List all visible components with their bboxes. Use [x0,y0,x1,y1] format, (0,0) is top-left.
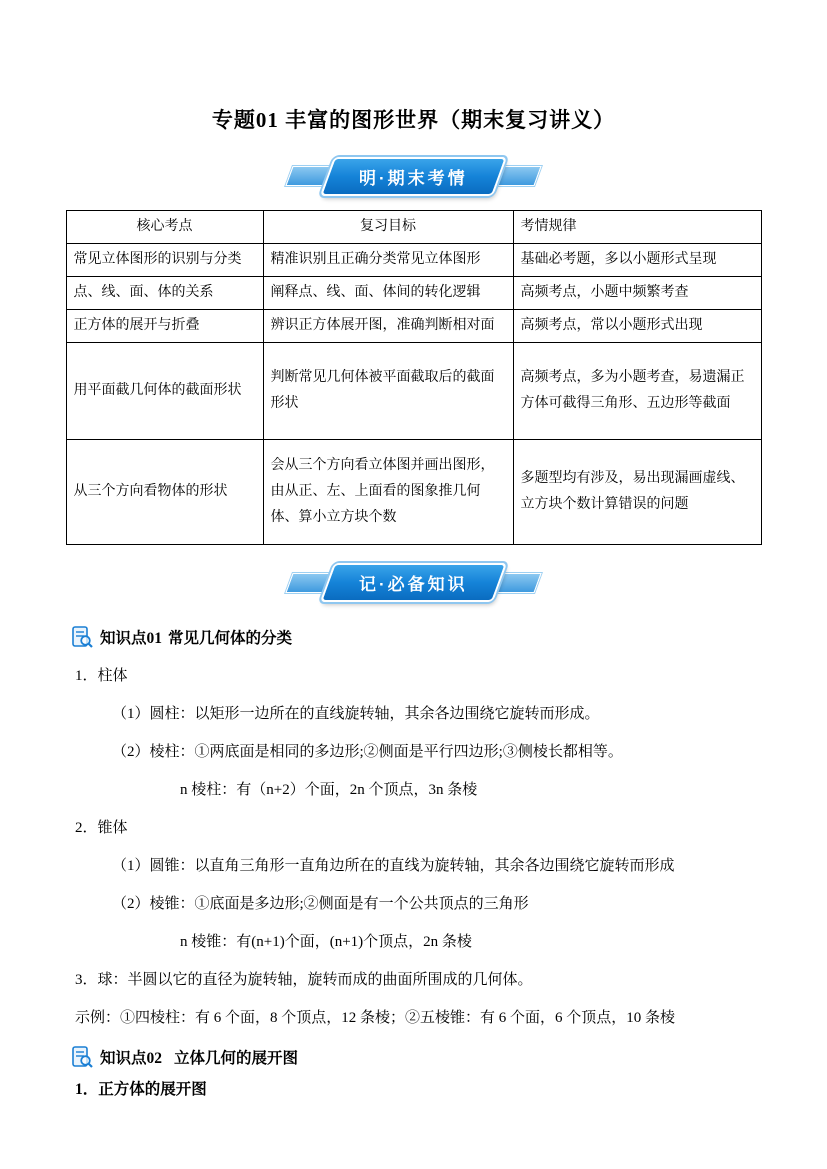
content-line: （2）棱锥：①底面是多边形;②侧面是有一个公共顶点的三角形 [112,895,529,912]
content-line: （1）圆锥：以直角三角形一直角边所在的直线为旋转轴，其余各边围绕它旋转而形成 [112,857,675,874]
table-row [66,276,761,309]
table-header-core-points: 核心考点 [66,211,263,244]
knowledge-point-2-title: 立体几何的展开图 [174,1049,299,1067]
table-cell: 精准识别且正确分类常见立体图形 [263,243,513,276]
document-magnifier-icon [70,1045,94,1069]
table-cell: 从三个方向看物体的形状 [66,439,263,544]
content-line: n 棱柱：有（n+2）个面，2n 个顶点，3n 条棱 [180,781,478,798]
knowledge-point-2-heading [70,1045,827,1069]
table-row [66,342,761,439]
banner-exam-label: 明·期末考情 [359,168,468,188]
content-line: （1）圆柱：以矩形一边所在的直线旋转轴，其余各边围绕它旋转而形成。 [112,705,600,722]
knowledge-point-1-heading [70,625,827,649]
content-line: 2．锥体 [75,819,128,836]
table-row [66,243,761,276]
exam-info-table [66,210,762,545]
content-line: 3．球：半圆以它的直径为旋转轴，旋转而成的曲面所围成的几何体。 [75,971,533,988]
table-cell: 多题型均有涉及，易出现漏画虚线、立方块个数计算错误的问题 [513,439,761,544]
content-line: （2）棱柱：①两底面是相同的多边形;②侧面是平行四边形;③侧棱长都相等。 [112,743,623,760]
table-cell: 高频考点，常以小题形式出现 [513,309,761,342]
page-title: 专题01 丰富的图形世界（期末复习讲义） [211,108,616,132]
knowledge-point-2-label: 知识点02 [100,1049,163,1067]
table-cell: 会从三个方向看立体图并画出图形，由从正、左、上面看的图象推几何体、算小立方块个数 [263,439,513,544]
table-cell: 基础必考题，多以小题形式呈现 [513,243,761,276]
table-row [66,309,761,342]
table-cell: 正方体的展开与折叠 [66,309,263,342]
table-cell: 高频考点，小题中频繁考查 [513,276,761,309]
section-banner-exam-info [0,158,827,194]
table-header-exam-patterns: 考情规律 [513,211,761,244]
section-banner-knowledge [0,565,827,601]
table-cell: 高频考点，多为小题考查，易遗漏正方体可截得三角形、五边形等截面 [513,342,761,439]
content-line: n 棱锥：有(n+1)个面，(n+1)个顶点，2n 条棱 [180,933,472,950]
table-cell: 常见立体图形的识别与分类 [66,243,263,276]
table-cell: 用平面截几何体的截面形状 [66,342,263,439]
knowledge-point-1-label: 知识点01 [100,629,163,647]
document-magnifier-icon [70,625,94,649]
banner-ribbon [320,157,507,196]
table-header-row [66,211,761,244]
content-line: 示例：①四棱柱：有 6 个面，8 个顶点，12 条棱；②五棱锥：有 6 个面，6 个顶点，10 条棱 [75,1009,676,1026]
table-cell: 辨识正方体展开图，准确判断相对面 [263,309,513,342]
knowledge-point-1-title: 常见几何体的分类 [168,629,293,647]
table-cell: 点、线、面、体的关系 [66,276,263,309]
content-line: 1．柱体 [75,667,128,684]
table-cell: 判断常见几何体被平面截取后的截面形状 [263,342,513,439]
knowledge-point-1-content [75,657,772,1037]
cube-net-subheading: 1．正方体的展开图 [75,1080,207,1098]
table-cell: 阐释点、线、面、体间的转化逻辑 [263,276,513,309]
banner-knowledge-label: 记·必备知识 [359,575,468,595]
banner-ribbon [320,563,507,602]
table-row [66,439,761,544]
table-header-review-goals: 复习目标 [263,211,513,244]
